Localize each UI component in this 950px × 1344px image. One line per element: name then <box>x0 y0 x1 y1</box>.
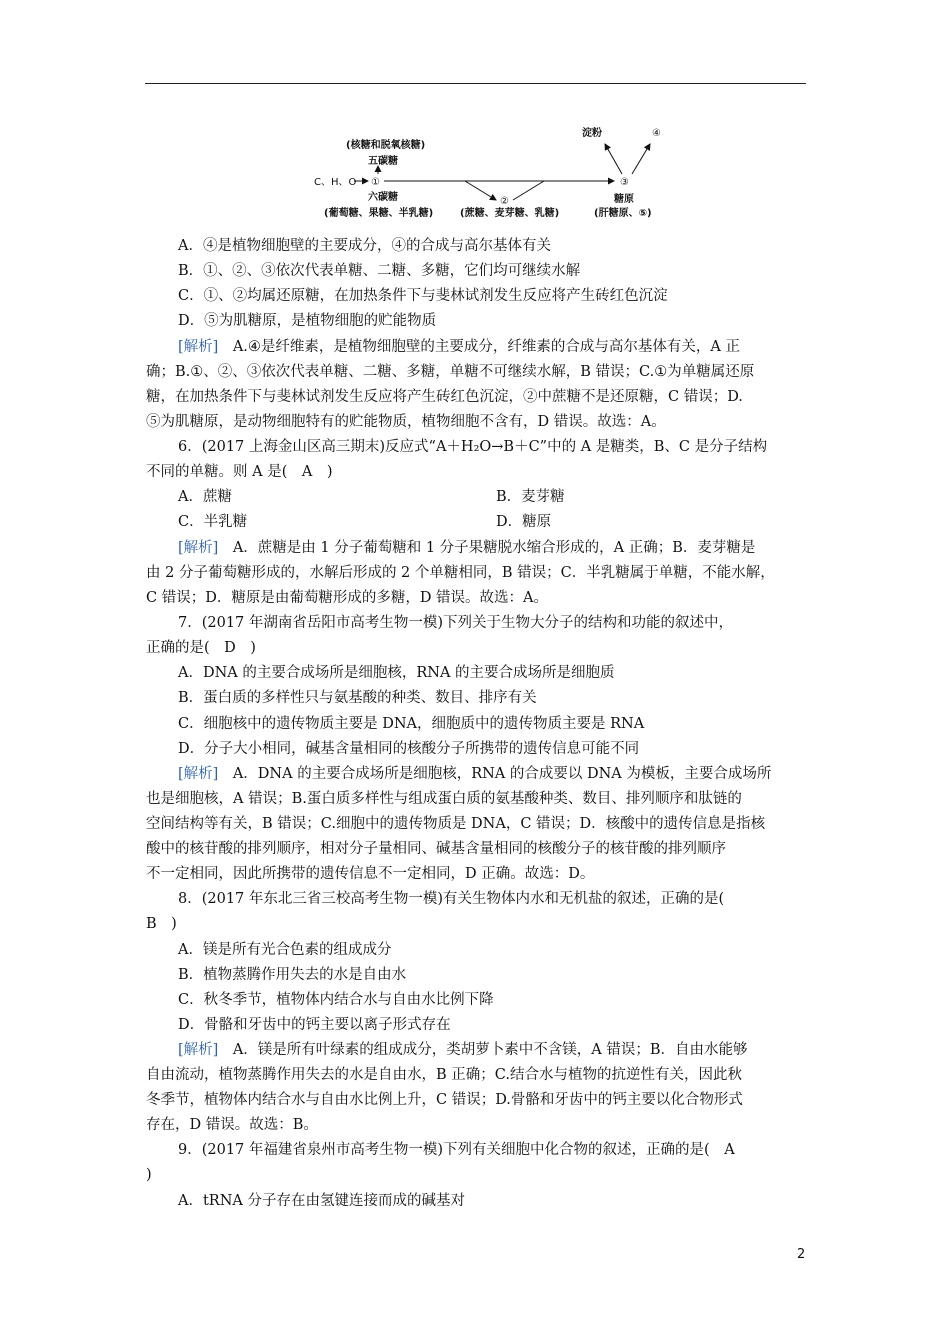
analysis-tag: [解析] <box>178 1042 219 1058</box>
diagram-node-2: ② <box>500 196 509 207</box>
analysis-tag: [解析] <box>178 766 219 782</box>
q6-stem-line-1: 6．(2017 上海金山区高三期末)反应式“A＋H₂O→B＋C”中的 A 是糖类，B、C 是分子结构 <box>178 439 768 455</box>
q6-stem-line-2: 不同的单糖。则 A 是( A ) <box>146 464 333 480</box>
q5-option-c: C．①、②均属还原糖，在加热条件下与斐林试剂发生反应将产生砖红色沉淀 <box>178 288 668 304</box>
diagram-disaccharides: (蔗糖、麦芽糖、乳糖) <box>460 208 560 219</box>
header-rule <box>145 83 806 84</box>
q7-option-a: A．DNA 的主要合成场所是细胞核，RNA 的主要合成场所是细胞质 <box>178 665 615 681</box>
q5-analysis-line-2: 确；B.①、②、③依次代表单糖、二糖、多糖，单糖不可继续水解，B 错误；C.①为单糖属还原 <box>146 364 755 380</box>
q7-analysis-line-2: 也是细胞核，A 错误；B.蛋白质多样性与组成蛋白质的氨基酸种类、数目、排列顺序和肽链的 <box>146 791 742 807</box>
q7-analysis-line-5: 不一定相同，因此所携带的遗传信息不一定相同，D 正确。故选：D。 <box>146 866 595 882</box>
q7-option-b: B．蛋白质的多样性只与氨基酸的种类、数目、排序有关 <box>178 690 537 706</box>
q8-option-b: B．植物蒸腾作用失去的水是自由水 <box>178 967 407 983</box>
q7-analysis-line-1: [解析] A．DNA 的主要合成场所是细胞核，RNA 的合成要以 DNA 为模板，主要合成场所 <box>178 766 772 782</box>
q8-option-c: C．秋冬季节，植物体内结合水与自由水比例下降 <box>178 992 494 1008</box>
analysis-tag: [解析] <box>178 540 219 556</box>
q8-option-a: A．镁是所有光合色素的组成成分 <box>178 942 392 958</box>
q8-analysis-line-4: 存在，D 错误。故选：B。 <box>146 1117 318 1133</box>
diagram-ribose-note: (核糖和脱氧核糖) <box>346 140 426 151</box>
diagram-starch: 淀粉 <box>582 128 602 139</box>
q6-option-a: A．蔗糖 <box>178 489 232 505</box>
arrow-from-2 <box>513 181 544 200</box>
diagram-elements: C、H、O <box>314 177 357 188</box>
diagram-node-1: ① <box>371 177 380 188</box>
diagram-pentose-label: 五碳糖 <box>368 156 398 167</box>
q6-analysis-line-2: 由 2 分子葡萄糖形成的，水解后形成的 2 个单糖相同，B 错误；C．半乳糖属于单糖，不能水解， <box>146 565 775 581</box>
q5-analysis-line-1: [解析] A.④是纤维素，是植物细胞壁的主要成分，纤维素的合成与高尔基体有关，A 正 <box>178 339 740 355</box>
q8-option-d: D．骨骼和牙齿中的钙主要以离子形式存在 <box>178 1017 451 1033</box>
q8-analysis-line-2: 自由流动，植物蒸腾作用失去的水是自由水，B 正确；C.结合水与植物的抗逆性有关，因此秋 <box>146 1067 742 1083</box>
q9-stem-line-1: 9．(2017 年福建省泉州市高考生物一模)下列有关细胞中化合物的叙述，正确的是( A <box>178 1142 735 1158</box>
q9-option-a: A．tRNA 分子存在由氢键连接而成的碱基对 <box>178 1193 465 1209</box>
arrow-to-2 <box>465 181 496 200</box>
q8-stem-line-1: 8．(2017 年东北三省三校高考生物一模)有关生物体内水和无机盐的叙述，正确的是( <box>178 891 725 907</box>
q7-stem-line-2: 正确的是( D ) <box>146 640 256 656</box>
q8-analysis-line-3: 冬季节，植物体内结合水与自由水比例上升，C 错误；D.骨骼和牙齿中的钙主要以化合物形式 <box>146 1092 743 1108</box>
q8-stem-line-2: B ) <box>146 916 177 932</box>
diagram-hexose-label: 六碳糖 <box>368 192 398 203</box>
q7-analysis-line-3: 空间结构等有关，B 错误；C.细胞中的遗传物质是 DNA，C 错误；D．核酸中的遗传信息是指核 <box>146 816 766 832</box>
diagram-glycogen-types: (肝糖原、⑤) <box>594 208 652 219</box>
q6-analysis-line-1: [解析] A．蔗糖是由 1 分子葡萄糖和 1 分子果糖脱水缩合形成的，A 正确；B．麦芽糖是 <box>178 540 756 556</box>
q5-analysis-line-3: 糖，在加热条件下与斐林试剂发生反应将产生砖红色沉淀，②中蔗糖不是还原糖，C 错误；D. <box>146 389 743 405</box>
q7-option-d: D．分子大小相同，碱基含量相同的核酸分子所携带的遗传信息可能不同 <box>178 741 640 757</box>
diagram-glycogen: 糖原 <box>614 194 634 205</box>
q7-stem-line-1: 7．(2017 年湖南省岳阳市高考生物一模)下列关于生物大分子的结构和功能的叙述中， <box>178 615 734 631</box>
arrow-3-to-4 <box>632 144 650 174</box>
q5-option-d: D．⑤为肌糖原，是植物细胞的贮能物质 <box>178 313 437 329</box>
q6-option-b: B．麦芽糖 <box>496 489 565 505</box>
page-number: 2 <box>797 1247 806 1262</box>
q6-option-d: D．糖原 <box>496 514 552 530</box>
q6-analysis-line-3: C 错误；D．糖原是由葡萄糖形成的多糖，D 错误。故选：A。 <box>146 590 549 606</box>
diagram-node-4: ④ <box>652 128 661 139</box>
diagram-node-3: ③ <box>620 177 629 188</box>
q9-stem-line-2: ) <box>146 1167 152 1183</box>
q5-option-b: B．①、②、③依次代表单糖、二糖、多糖，它们均可继续水解 <box>178 263 581 279</box>
sugar-classification-diagram <box>300 118 680 230</box>
q7-analysis-line-4: 酸中的核苷酸的排列顺序，相对分子量相同、碱基含量相同的核酸分子的核苷酸的排列顺序 <box>146 841 726 857</box>
q7-option-c: C．细胞核中的遗传物质主要是 DNA，细胞质中的遗传物质主要是 RNA <box>178 716 645 732</box>
q5-analysis-line-4: ⑤为肌糖原，是动物细胞特有的贮能物质，植物细胞不含有，D 错误。故选：A。 <box>146 414 666 430</box>
q8-analysis-line-1: [解析] A．镁是所有叶绿素的组成成分，类胡萝卜素中不含镁，A 错误；B．自由水能够 <box>178 1042 748 1058</box>
q5-option-a: A．④是植物细胞壁的主要成分，④的合成与高尔基体有关 <box>178 238 551 254</box>
q6-option-c: C．半乳糖 <box>178 514 248 530</box>
analysis-tag: [解析] <box>178 339 219 355</box>
diagram-hexose-examples: (葡萄糖、果糖、半乳糖) <box>324 208 434 219</box>
arrow-3-to-starch <box>605 144 622 174</box>
